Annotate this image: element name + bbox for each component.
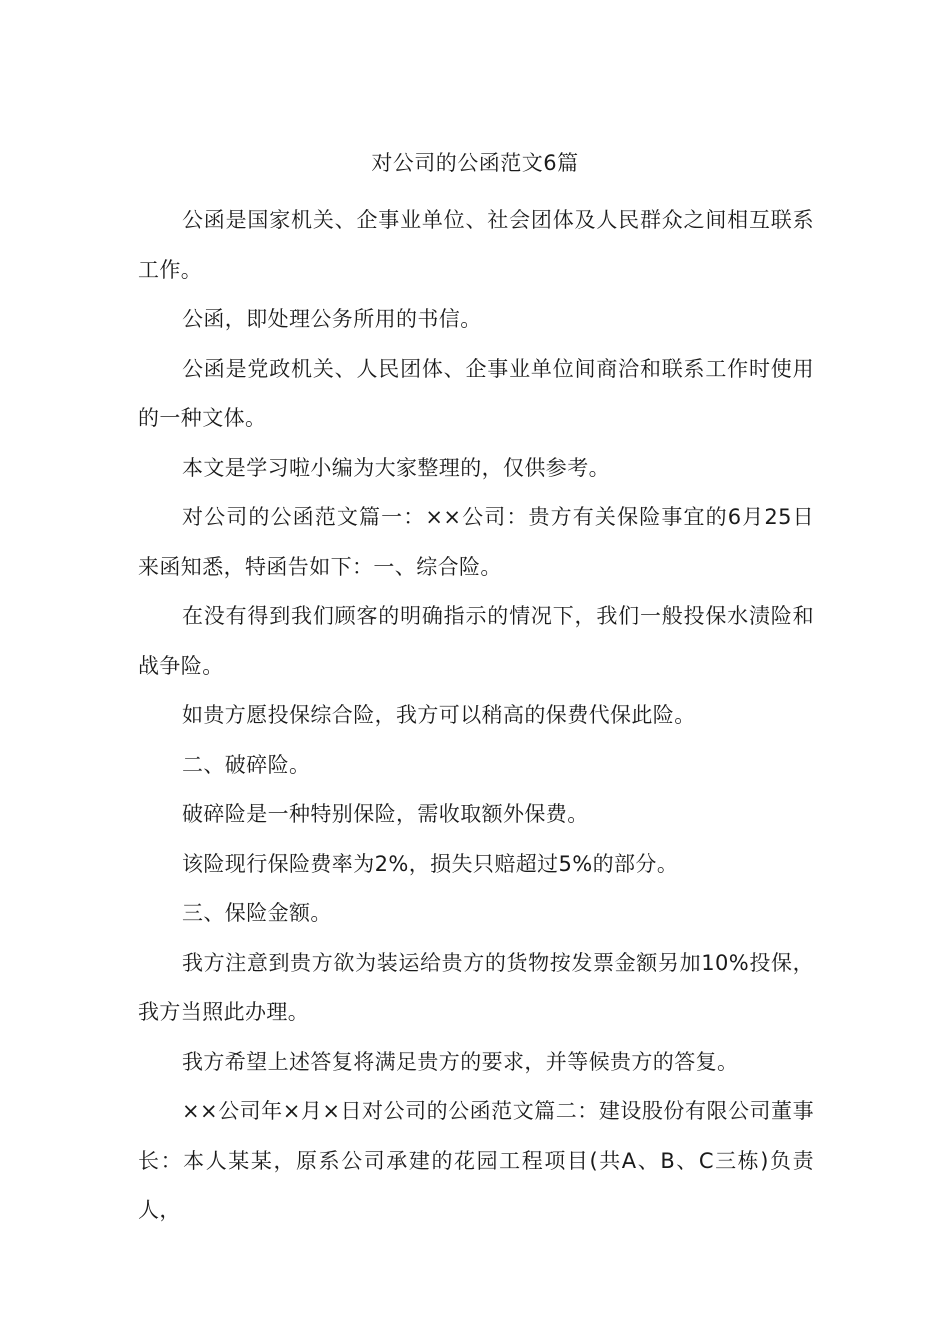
paragraph-intro-definition: 公函是国家机关、企事业单位、社会团体及人民群众之间相互联系工作。 bbox=[138, 208, 814, 282]
paragraph-intro-note: 本文是学习啦小编为大家整理的，仅供参考。 bbox=[182, 455, 610, 480]
paragraph-sample-one-comprehensive: 如贵方愿投保综合险，我方可以稍高的保费代保此险。 bbox=[182, 703, 696, 727]
paragraph-insured-amount: 我方注意到贵方欲为装运给贵方的货物按发票金额另加10%投保，我方当照此办理。 bbox=[138, 950, 814, 1024]
paragraph-breakage-rate: 该险现行保险费率为2%，损失只赔超过5%的部分。 bbox=[182, 851, 679, 876]
paragraph-intro-letter: 公函，即处理公务所用的书信。 bbox=[182, 307, 482, 331]
heading-insured-amount: 三、保险金额。 bbox=[182, 901, 332, 925]
paragraph-sample-one-opening: 对公司的公函范文篇一：××公司：贵方有关保险事宜的6月25日来函知悉，特函告如下：一、综合险。 bbox=[138, 505, 814, 579]
paragraph-intro-usage: 公函是党政机关、人民团体、企事业单位间商洽和联系工作时使用的一种文体。 bbox=[138, 356, 814, 430]
heading-breakage-insurance: 二、破碎险。 bbox=[182, 752, 311, 777]
paragraph-sample-one-closing: 我方希望上述答复将满足贵方的要求，并等候贵方的答复。 bbox=[182, 1049, 739, 1074]
paragraph-sample-two-opening: ××公司年×月×日对公司的公函范文篇二：建设股份有限公司董事长：本人某某，原系公司承建的花园工程项目(共A、B、C三栋)负责人， bbox=[138, 1099, 814, 1222]
paragraph-sample-one-coverage: 在没有得到我们顾客的明确指示的情况下，我们一般投保水渍险和战争险。 bbox=[138, 604, 814, 678]
document-body bbox=[138, 196, 814, 1236]
paragraph-breakage-description: 破碎险是一种特别保险，需收取额外保费。 bbox=[182, 802, 589, 826]
document-title: 对公司的公函范文6篇 bbox=[371, 151, 579, 175]
